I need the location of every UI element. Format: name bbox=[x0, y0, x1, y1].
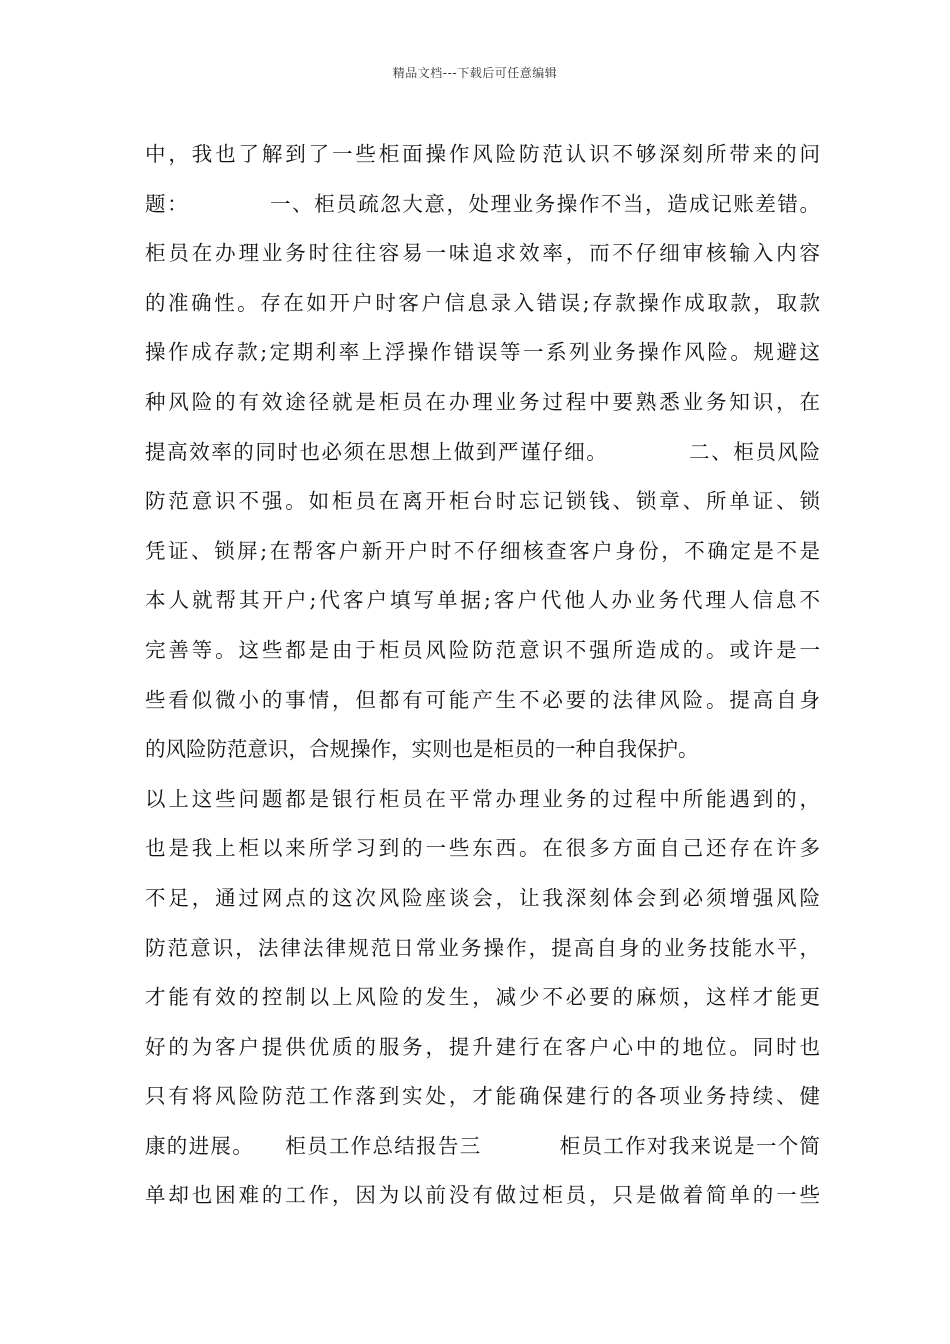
text-line: 以上这些问题都是银行柜员在平常办理业务的过程中所能遇到的， bbox=[145, 786, 820, 811]
text-line: 些看似微小的事情，但都有可能产生不必要的法律风险。提高自身 bbox=[145, 687, 820, 712]
text-line: 凭证、锁屏;在帮客户新开户时不仔细核查客户身份，不确定是不是 bbox=[145, 538, 820, 563]
text-line: 提高效率的同时也必须在思想上做到严谨仔细。 二、柜员风险 bbox=[145, 439, 820, 464]
text-line: 防范意识不强。如柜员在离开柜台时忘记锁钱、锁章、所单证、锁 bbox=[145, 489, 820, 514]
text-line: 的风险防范意识，合规操作，实则也是柜员的一种自我保护。 bbox=[145, 737, 699, 762]
text-line: 操作成存款;定期利率上浮操作错误等一系列业务操作风险。规避这 bbox=[145, 340, 820, 365]
text-line: 柜员在办理业务时往往容易一味追求效率，而不仔细审核输入内容 bbox=[145, 241, 820, 266]
text-line: 防范意识，法律法律规范日常业务操作，提高自身的业务技能水平， bbox=[145, 935, 820, 960]
text-line: 的准确性。存在如开户时客户信息录入错误;存款操作成取款，取款 bbox=[145, 290, 820, 315]
text-line: 只有将风险防范工作落到实处，才能确保建行的各项业务持续、健 bbox=[145, 1084, 820, 1109]
text-line: 题： 一、柜员疏忽大意，处理业务操作不当，造成记账差错。 bbox=[145, 191, 820, 216]
text-line: 好的为客户提供优质的服务，提升建行在客户心中的地位。同时也 bbox=[145, 1034, 820, 1059]
text-line: 种风险的有效途径就是柜员在办理业务过程中要熟悉业务知识，在 bbox=[145, 389, 820, 414]
text-line: 才能有效的控制以上风险的发生，减少不必要的麻烦，这样才能更 bbox=[145, 985, 820, 1010]
body-text bbox=[145, 130, 820, 1221]
text-line: 中，我也了解到了一些柜面操作风险防范认识不够深刻所带来的问 bbox=[145, 142, 820, 166]
text-line: 单却也困难的工作，因为以前没有做过柜员，只是做着简单的一些 bbox=[145, 1183, 820, 1208]
page-header: 精品文档---下载后可任意编辑 bbox=[392, 66, 558, 80]
text-line: 康的进展。 柜员工作总结报告三 柜员工作对我来说是一个简 bbox=[145, 1133, 820, 1158]
text-line: 也是我上柜以来所学习到的一些东西。在很多方面自己还存在许多 bbox=[145, 836, 820, 861]
text-line: 完善等。这些都是由于柜员风险防范意识不强所造成的。或许是一 bbox=[145, 637, 820, 662]
text-line: 不足，通过网点的这次风险座谈会，让我深刻体会到必须增强风险 bbox=[145, 885, 820, 910]
text-line: 本人就帮其开户;代客户填写单据;客户代他人办业务代理人信息不 bbox=[145, 588, 820, 613]
